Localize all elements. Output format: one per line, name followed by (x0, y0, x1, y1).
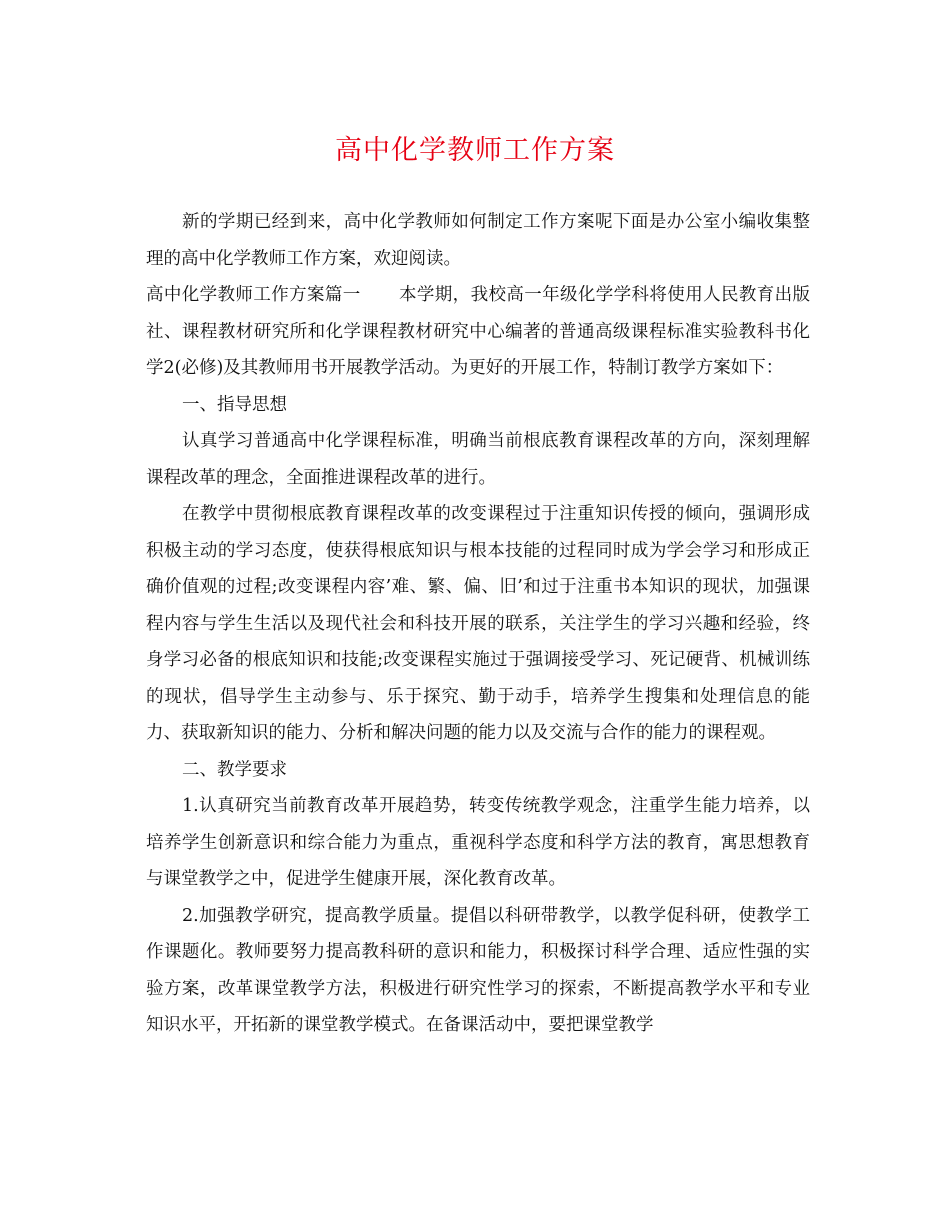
paragraph-2: 在教学中贯彻根底教育课程改革的改变课程过于注重知识传授的倾向，强调形成积极主动的学习态度，使获得根底知识与根本技能的过程同时成为学会学习和形成正确价值观的过程;改变课程内容’难、繁、偏、旧’和过于注重书本知识的现状，加强课程内容与学生生活以及现代社会和科技开展的联系，关注学生的学习兴趣和经验，终身学习必备的根底知识和技能;改变课程实施过于强调接受学习、死记硬背、机械训练的现状，倡导学生主动参与、乐于探究、勤于动手，培养学生搜集和处理信息的能力、获取新知识的能力、分析和解决问题的能力以及交流与合作的能力的课程观。 (146, 504, 810, 743)
heading-teaching-requirements: 二、教学要求 (182, 759, 287, 780)
document-title: 高中化学教师工作方案 (335, 135, 615, 166)
requirement-item-2: 2.加强教学研究，提高教学质量。提倡以科研带教学，以教学促科研，使教学工作课题化。教师要努力提高教科研的意识和能力，积极探讨科学合理、适应性强的实验方案，改革课堂教学方法，积极进行研究性学习的探索，不断提高教学水平和专业知识水平，开拓新的课堂教学模式。在备课活动中，要把课堂教学 (146, 905, 810, 1035)
section-heading: 高中化学教师工作方案篇一 (146, 285, 361, 305)
document-body (146, 204, 810, 1044)
intro-paragraph: 新的学期已经到来，高中化学教师如何制定工作方案呢下面是办公室小编收集整理的高中化学教师工作方案，欢迎阅读。 (146, 212, 810, 269)
section-intro: 本学期，我校高一年级化学学科将使用人民教育出版社、课程教材研究所和化学课程教材研究中心编著的普通高级课程标准实验教科书化学2(必修)及其教师用书开展教学活动。为更好的开展工作，特制订教学方案如下： (146, 285, 811, 378)
requirement-item-1: 1.认真研究当前教育改革开展趋势，转变传统教学观念，注重学生能力培养，以培养学生创新意识和综合能力为重点，重视科学态度和科学方法的教育，寓思想教育与课堂教学之中，促进学生健康开展，深化教育改革。 (146, 796, 810, 889)
section-paragraph (146, 277, 810, 387)
heading-guiding-thought: 一、指导思想 (182, 394, 287, 415)
paragraph-1: 认真学习普通高中化学课程标准，明确当前根底教育课程改革的方向，深刻理解课程改革的理念，全面推进课程改革的进行。 (146, 431, 810, 488)
